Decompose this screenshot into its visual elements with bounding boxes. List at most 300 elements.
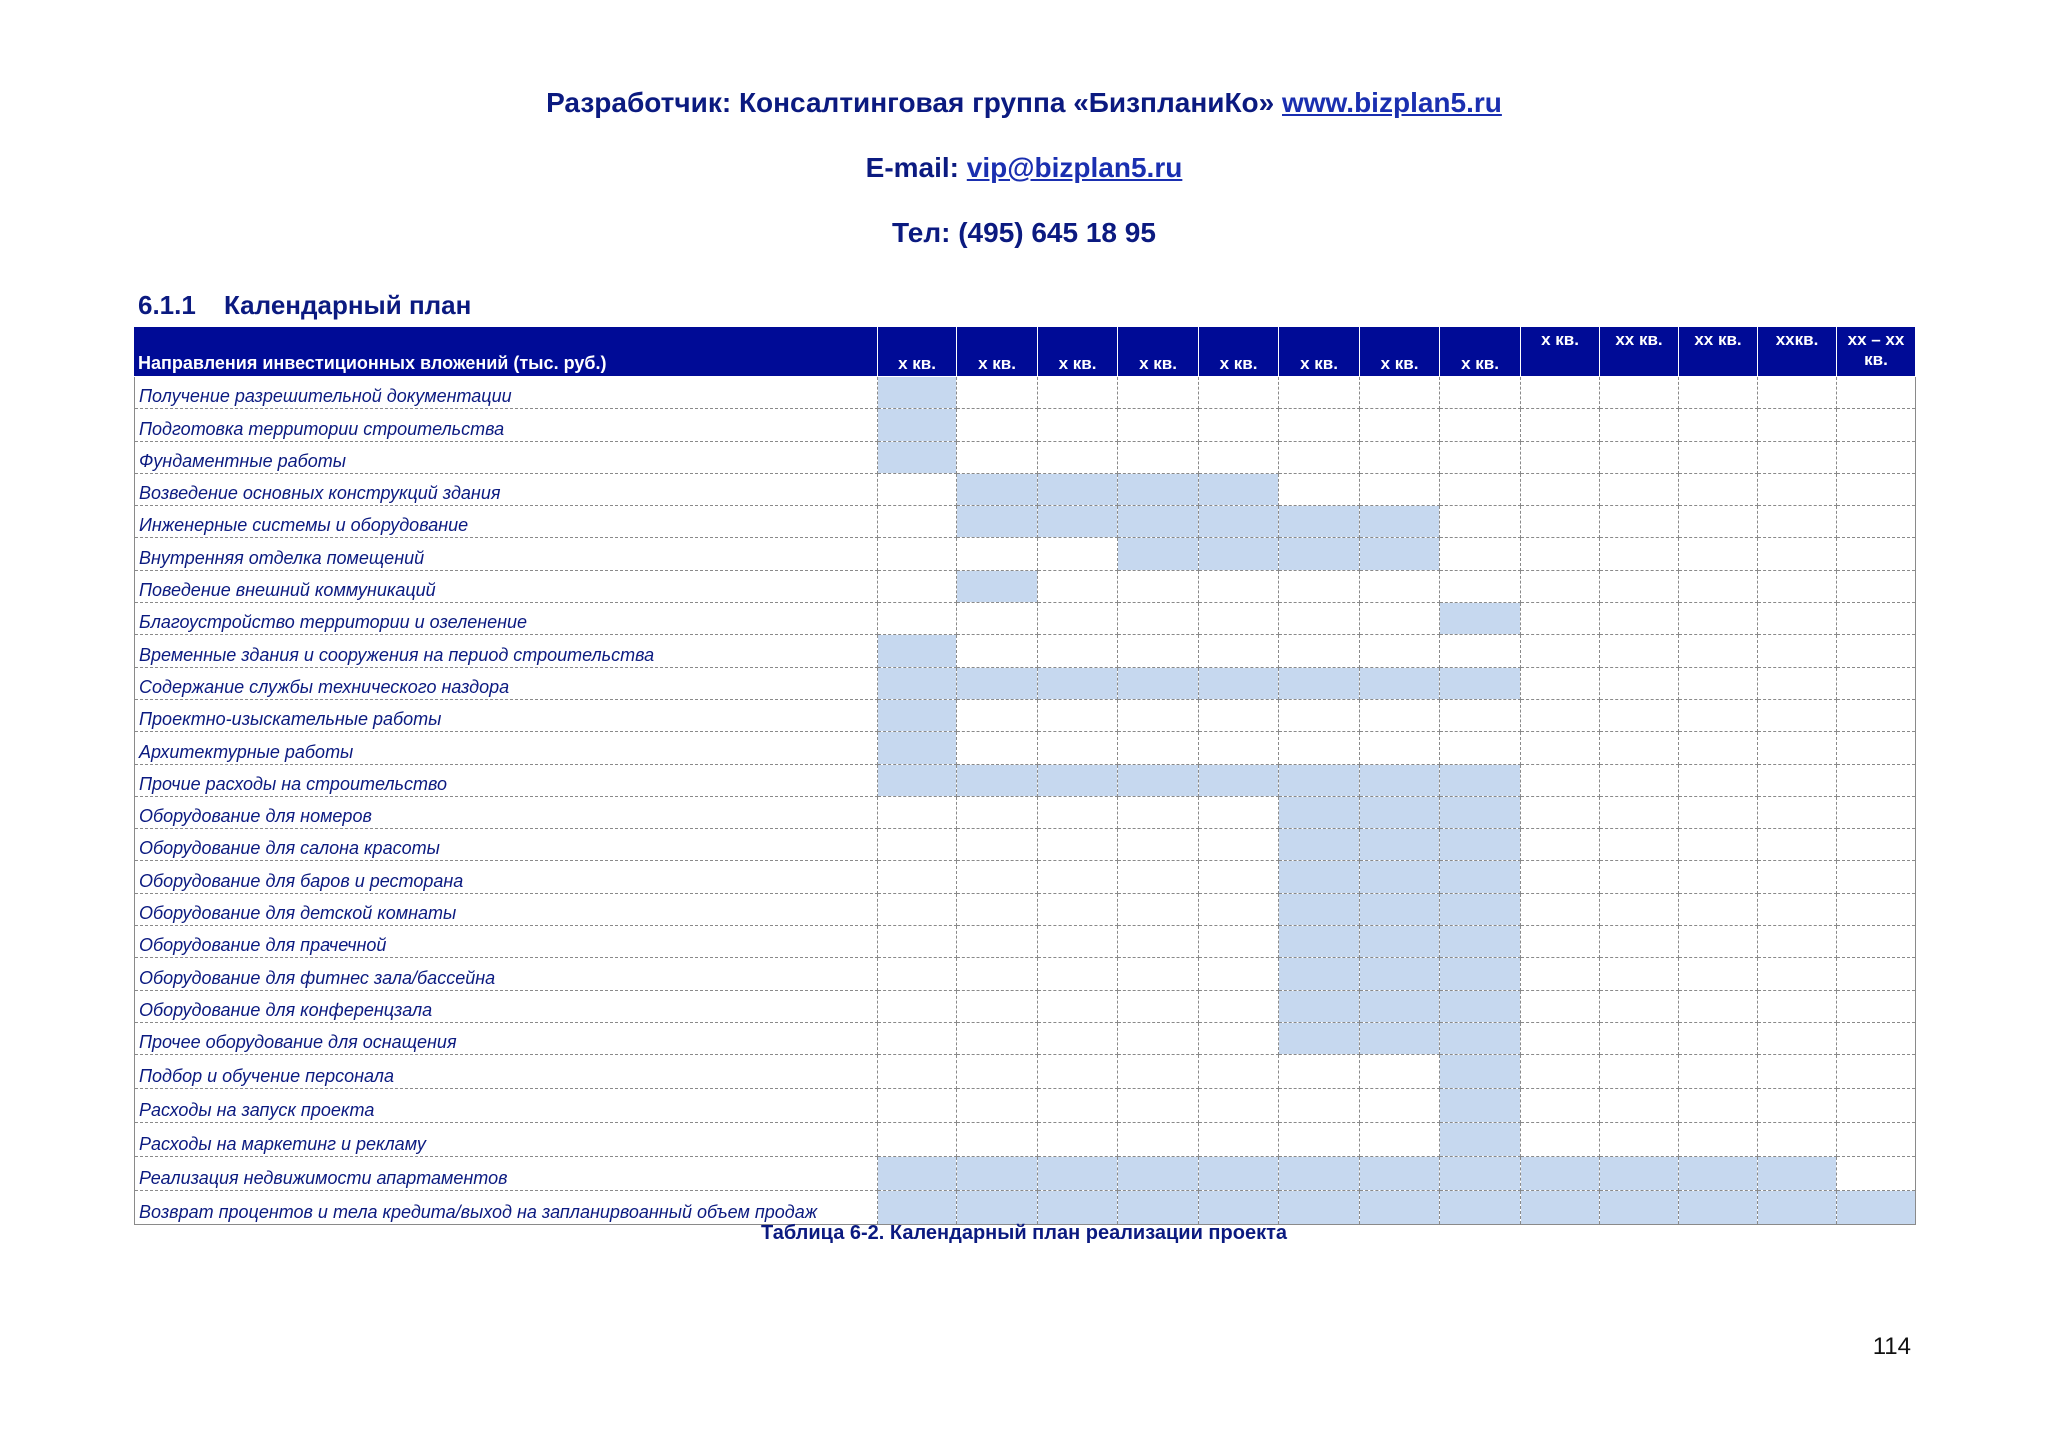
schedule-cell-active — [1679, 1157, 1758, 1191]
schedule-cell — [1038, 990, 1118, 1022]
schedule-cell — [1038, 861, 1118, 893]
schedule-cell — [1600, 506, 1679, 538]
schedule-cell — [1600, 861, 1679, 893]
schedule-cell — [1440, 538, 1521, 570]
schedule-cell — [1758, 893, 1837, 925]
table-row — [135, 635, 1916, 667]
schedule-cell — [1199, 1055, 1279, 1089]
schedule-cell — [1758, 441, 1837, 473]
schedule-cell-active — [878, 667, 957, 699]
schedule-cell — [1679, 926, 1758, 958]
email-link[interactable]: vip@bizplan5.ru — [966, 152, 1183, 183]
schedule-cell — [1600, 1022, 1679, 1054]
direction-header: Направления инвестиционных вложений (тыс. руб.) — [135, 328, 878, 377]
schedule-cell-active — [1118, 667, 1199, 699]
schedule-cell — [878, 506, 957, 538]
schedule-cell — [1199, 570, 1279, 602]
schedule-cell — [1758, 958, 1837, 990]
email-line — [0, 151, 2048, 185]
schedule-cell — [1758, 1123, 1837, 1157]
schedule-cell — [1199, 861, 1279, 893]
schedule-cell — [1600, 667, 1679, 699]
schedule-cell-active — [1440, 958, 1521, 990]
schedule-cell — [1038, 377, 1118, 409]
schedule-cell — [1679, 829, 1758, 861]
schedule-cell — [1118, 732, 1199, 764]
table-row — [135, 861, 1916, 893]
schedule-cell-active — [957, 473, 1038, 505]
quarter-header: хх – хх кв. — [1837, 328, 1916, 377]
schedule-cell — [1521, 409, 1600, 441]
schedule-cell — [1279, 570, 1360, 602]
schedule-cell — [1837, 926, 1916, 958]
quarter-header: х кв. — [1521, 328, 1600, 377]
schedule-cell — [1279, 732, 1360, 764]
quarter-header: хх кв. — [1600, 328, 1679, 377]
table-header-row — [135, 328, 1916, 377]
schedule-cell — [1837, 1055, 1916, 1089]
schedule-cell — [1758, 1055, 1837, 1089]
schedule-cell-active — [1360, 796, 1440, 828]
schedule-cell — [1038, 441, 1118, 473]
row-label: Проектно-изыскательные работы — [135, 699, 878, 731]
schedule-cell — [1521, 829, 1600, 861]
schedule-cell — [1600, 473, 1679, 505]
schedule-cell-active — [1440, 1055, 1521, 1089]
schedule-cell — [957, 926, 1038, 958]
schedule-cell — [1118, 926, 1199, 958]
schedule-cell-active — [1360, 506, 1440, 538]
schedule-cell — [957, 1123, 1038, 1157]
schedule-cell — [1521, 377, 1600, 409]
row-label: Расходы на запуск проекта — [135, 1089, 878, 1123]
row-label: Внутренняя отделка помещений — [135, 538, 878, 570]
schedule-cell — [957, 990, 1038, 1022]
schedule-cell-active — [1279, 538, 1360, 570]
schedule-cell — [1758, 990, 1837, 1022]
schedule-cell — [1600, 377, 1679, 409]
schedule-cell-active — [1038, 506, 1118, 538]
schedule-cell — [957, 603, 1038, 635]
schedule-cell — [1758, 473, 1837, 505]
schedule-cell-active — [1279, 764, 1360, 796]
quarter-header: х кв. — [1118, 328, 1199, 377]
schedule-cell — [1600, 732, 1679, 764]
schedule-cell — [1600, 635, 1679, 667]
schedule-cell-active — [1440, 1157, 1521, 1191]
quarter-header: х кв. — [1360, 328, 1440, 377]
schedule-cell-active — [1440, 1123, 1521, 1157]
schedule-cell — [1038, 829, 1118, 861]
schedule-cell — [1440, 377, 1521, 409]
schedule-cell-active — [1360, 990, 1440, 1022]
schedule-cell-active — [1118, 473, 1199, 505]
schedule-cell — [1837, 377, 1916, 409]
schedule-cell — [1199, 603, 1279, 635]
schedule-cell-active — [1279, 861, 1360, 893]
row-label: Архитектурные работы — [135, 732, 878, 764]
schedule-cell-active — [878, 377, 957, 409]
schedule-cell — [1679, 764, 1758, 796]
schedule-cell-active — [1118, 1157, 1199, 1191]
schedule-cell — [1758, 732, 1837, 764]
schedule-cell-active — [1360, 926, 1440, 958]
schedule-cell-active — [1279, 829, 1360, 861]
schedule-cell — [1440, 732, 1521, 764]
row-label: Прочие расходы на строительство — [135, 764, 878, 796]
schedule-cell — [1679, 603, 1758, 635]
schedule-cell — [1837, 570, 1916, 602]
schedule-cell — [1837, 1123, 1916, 1157]
schedule-cell — [1360, 409, 1440, 441]
schedule-cell-active — [1440, 796, 1521, 828]
section-title: Календарный план — [224, 290, 472, 320]
schedule-cell — [878, 990, 957, 1022]
table-row — [135, 1123, 1916, 1157]
schedule-cell — [1199, 926, 1279, 958]
table-row — [135, 699, 1916, 731]
schedule-cell — [1038, 1123, 1118, 1157]
schedule-cell — [1679, 990, 1758, 1022]
phone-text: Тел: (495) 645 18 95 — [892, 217, 1156, 248]
row-label: Реализация недвижимости апартаментов — [135, 1157, 878, 1191]
schedule-cell — [1199, 377, 1279, 409]
schedule-cell — [1118, 893, 1199, 925]
row-label: Подготовка территории строительства — [135, 409, 878, 441]
schedule-cell-active — [957, 764, 1038, 796]
schedule-cell-active — [1279, 1191, 1360, 1225]
schedule-cell — [1758, 538, 1837, 570]
schedule-cell — [1360, 1089, 1440, 1123]
developer-text: Разработчик: Консалтинговая группа «БизпланиКо» — [546, 87, 1282, 118]
schedule-cell — [878, 1055, 957, 1089]
schedule-cell — [1440, 699, 1521, 731]
schedule-cell — [1279, 409, 1360, 441]
schedule-cell-active — [1440, 764, 1521, 796]
row-label: Оборудование для фитнес зала/бассейна — [135, 958, 878, 990]
row-label: Расходы на маркетинг и рекламу — [135, 1123, 878, 1157]
schedule-cell-active — [1038, 473, 1118, 505]
schedule-cell — [1118, 1089, 1199, 1123]
row-label: Оборудование для баров и ресторана — [135, 861, 878, 893]
table-row — [135, 990, 1916, 1022]
schedule-cell — [1837, 893, 1916, 925]
row-label: Возведение основных конструкций здания — [135, 473, 878, 505]
schedule-cell — [1360, 603, 1440, 635]
schedule-cell-active — [1199, 1157, 1279, 1191]
quarter-header: х кв. — [957, 328, 1038, 377]
schedule-cell-active — [1038, 1191, 1118, 1225]
schedule-cell — [1038, 699, 1118, 731]
schedule-cell — [878, 958, 957, 990]
table-row — [135, 732, 1916, 764]
schedule-cell — [1199, 958, 1279, 990]
schedule-cell-active — [878, 635, 957, 667]
table-row — [135, 764, 1916, 796]
table-row — [135, 667, 1916, 699]
schedule-cell — [1679, 732, 1758, 764]
schedule-cell-active — [878, 699, 957, 731]
schedule-cell — [878, 473, 957, 505]
schedule-cell — [1521, 667, 1600, 699]
schedule-cell — [878, 926, 957, 958]
schedule-cell — [1279, 603, 1360, 635]
schedule-cell — [1038, 893, 1118, 925]
schedule-cell-active — [1360, 1191, 1440, 1225]
schedule-cell — [1118, 990, 1199, 1022]
schedule-cell — [1199, 1123, 1279, 1157]
schedule-cell — [1521, 893, 1600, 925]
schedule-cell — [878, 1089, 957, 1123]
schedule-cell — [957, 635, 1038, 667]
schedule-cell-active — [878, 441, 957, 473]
row-label: Прочее оборудование для оснащения — [135, 1022, 878, 1054]
schedule-cell — [1679, 796, 1758, 828]
schedule-cell-active — [1118, 538, 1199, 570]
schedule-cell — [1118, 1055, 1199, 1089]
schedule-cell — [1600, 441, 1679, 473]
schedule-cell — [1679, 1089, 1758, 1123]
schedule-cell — [1118, 603, 1199, 635]
schedule-cell — [1440, 441, 1521, 473]
schedule-cell-active — [1279, 893, 1360, 925]
schedule-cell — [1521, 441, 1600, 473]
schedule-cell-active — [878, 764, 957, 796]
schedule-cell — [1199, 1022, 1279, 1054]
schedule-cell — [1199, 893, 1279, 925]
schedule-cell — [1118, 570, 1199, 602]
schedule-cell — [878, 861, 957, 893]
schedule-cell — [1118, 796, 1199, 828]
schedule-cell-active — [1360, 893, 1440, 925]
schedule-cell — [1118, 377, 1199, 409]
schedule-cell — [1118, 861, 1199, 893]
schedule-cell — [1360, 473, 1440, 505]
schedule-cell — [1360, 699, 1440, 731]
table-row — [135, 1022, 1916, 1054]
schedule-cell — [1758, 1022, 1837, 1054]
schedule-cell-active — [1440, 990, 1521, 1022]
schedule-cell — [1600, 796, 1679, 828]
schedule-cell — [1199, 441, 1279, 473]
section-number: 6.1.1 — [138, 290, 196, 320]
row-label: Оборудование для прачечной — [135, 926, 878, 958]
schedule-cell — [1118, 635, 1199, 667]
schedule-cell — [1758, 861, 1837, 893]
schedule-cell-active — [1440, 1089, 1521, 1123]
schedule-cell — [1679, 635, 1758, 667]
schedule-cell — [1837, 699, 1916, 731]
schedule-cell — [1440, 570, 1521, 602]
schedule-cell — [1038, 1022, 1118, 1054]
schedule-cell — [1679, 377, 1758, 409]
schedule-cell — [1521, 570, 1600, 602]
schedule-cell — [1679, 958, 1758, 990]
schedule-cell — [957, 958, 1038, 990]
schedule-cell — [1837, 958, 1916, 990]
schedule-cell-active — [1360, 667, 1440, 699]
table-row — [135, 829, 1916, 861]
row-label: Оборудование для салона красоты — [135, 829, 878, 861]
schedule-cell — [1600, 699, 1679, 731]
quarter-header: х кв. — [1038, 328, 1118, 377]
schedule-cell — [1600, 409, 1679, 441]
schedule-cell — [1199, 732, 1279, 764]
schedule-cell — [1199, 796, 1279, 828]
schedule-cell — [878, 603, 957, 635]
table-caption: Таблица 6-2. Календарный план реализации проекта — [760, 1222, 1287, 1244]
schedule-cell — [1038, 926, 1118, 958]
schedule-cell-active — [1279, 506, 1360, 538]
table-row — [135, 377, 1916, 409]
schedule-cell — [1837, 1157, 1916, 1191]
schedule-cell — [1038, 732, 1118, 764]
schedule-cell — [1118, 1123, 1199, 1157]
schedule-cell — [1118, 699, 1199, 731]
schedule-cell — [1038, 570, 1118, 602]
schedule-cell — [878, 570, 957, 602]
schedule-cell — [878, 1022, 957, 1054]
schedule-cell — [1199, 990, 1279, 1022]
schedule-cell — [1118, 441, 1199, 473]
schedule-cell — [1521, 699, 1600, 731]
schedule-cell — [1758, 635, 1837, 667]
schedule-cell — [1038, 958, 1118, 990]
schedule-cell — [1440, 635, 1521, 667]
schedule-cell-active — [1118, 764, 1199, 796]
schedule-cell — [1600, 1055, 1679, 1089]
schedule-cell-active — [1360, 1157, 1440, 1191]
schedule-cell — [1118, 409, 1199, 441]
schedule-cell-active — [1440, 667, 1521, 699]
schedule-cell-active — [1360, 861, 1440, 893]
schedule-cell — [1837, 764, 1916, 796]
schedule-cell — [957, 377, 1038, 409]
schedule-cell — [1679, 473, 1758, 505]
schedule-cell — [1837, 667, 1916, 699]
schedule-cell-active — [1440, 603, 1521, 635]
schedule-cell-active — [1440, 893, 1521, 925]
schedule-cell — [1521, 1123, 1600, 1157]
schedule-cell — [1038, 1055, 1118, 1089]
schedule-cell — [1837, 990, 1916, 1022]
website-link[interactable]: www.bizplan5.ru — [1282, 87, 1502, 118]
quarter-header: х кв. — [1199, 328, 1279, 377]
schedule-cell — [1360, 732, 1440, 764]
row-label: Содержание службы технического наздора — [135, 667, 878, 699]
schedule-cell — [1758, 506, 1837, 538]
schedule-cell-active — [1279, 1157, 1360, 1191]
schedule-cell — [1038, 409, 1118, 441]
developer-line — [0, 86, 2048, 120]
table-row — [135, 926, 1916, 958]
schedule-cell — [1600, 570, 1679, 602]
schedule-cell — [1521, 926, 1600, 958]
schedule-cell — [1679, 667, 1758, 699]
schedule-cell — [1600, 1089, 1679, 1123]
schedule-cell — [878, 796, 957, 828]
schedule-cell — [1600, 603, 1679, 635]
schedule-cell — [1679, 506, 1758, 538]
schedule-cell — [957, 1055, 1038, 1089]
schedule-cell — [1521, 990, 1600, 1022]
schedule-cell — [1521, 958, 1600, 990]
schedule-cell — [1837, 796, 1916, 828]
table-row — [135, 1191, 1916, 1225]
schedule-cell-active — [1279, 958, 1360, 990]
schedule-cell — [1837, 538, 1916, 570]
quarter-header: х кв. — [878, 328, 957, 377]
schedule-cell — [957, 861, 1038, 893]
schedule-cell — [1679, 570, 1758, 602]
schedule-cell-active — [1038, 667, 1118, 699]
table-row — [135, 958, 1916, 990]
schedule-cell — [1118, 829, 1199, 861]
table-row — [135, 506, 1916, 538]
schedule-cell — [957, 732, 1038, 764]
row-label: Подбор и обучение персонала — [135, 1055, 878, 1089]
schedule-cell-active — [957, 667, 1038, 699]
schedule-cell — [1360, 1123, 1440, 1157]
schedule-cell — [1837, 732, 1916, 764]
schedule-cell — [1360, 635, 1440, 667]
schedule-cell — [1679, 893, 1758, 925]
schedule-cell — [1600, 538, 1679, 570]
schedule-cell — [1679, 1123, 1758, 1157]
schedule-cell — [957, 409, 1038, 441]
email-label: E-mail: — [865, 152, 967, 183]
schedule-cell — [1837, 861, 1916, 893]
table-row — [135, 473, 1916, 505]
page-number: 114 — [1872, 1333, 1911, 1360]
schedule-cell — [1199, 829, 1279, 861]
schedule-cell-active — [957, 1157, 1038, 1191]
schedule-cell-active — [1279, 926, 1360, 958]
schedule-cell — [1758, 829, 1837, 861]
phone-line — [0, 216, 2048, 250]
schedule-cell-active — [1440, 1191, 1521, 1225]
schedule-cell — [1360, 1055, 1440, 1089]
schedule-cell — [1360, 570, 1440, 602]
schedule-cell — [1600, 893, 1679, 925]
row-label: Возврат процентов и тела кредита/выход на запланирвоанный объем продаж — [135, 1191, 878, 1225]
schedule-cell — [1600, 926, 1679, 958]
row-label: Поведение внешний коммуникаций — [135, 570, 878, 602]
schedule-cell — [878, 538, 957, 570]
schedule-cell — [1600, 990, 1679, 1022]
schedule-cell-active — [1440, 829, 1521, 861]
row-label: Инженерные системы и оборудование — [135, 506, 878, 538]
schedule-cell — [1038, 635, 1118, 667]
schedule-cell — [1199, 409, 1279, 441]
schedule-cell-active — [1600, 1191, 1679, 1225]
schedule-cell-active — [1118, 506, 1199, 538]
schedule-cell — [957, 829, 1038, 861]
table-row — [135, 1089, 1916, 1123]
schedule-cell — [1038, 796, 1118, 828]
schedule-cell — [1679, 1022, 1758, 1054]
schedule-cell — [1600, 958, 1679, 990]
schedule-cell — [1279, 473, 1360, 505]
quarter-header: х кв. — [1279, 328, 1360, 377]
schedule-cell — [1758, 699, 1837, 731]
schedule-cell — [1440, 506, 1521, 538]
schedule-cell — [1758, 409, 1837, 441]
schedule-cell — [957, 1089, 1038, 1123]
schedule-cell — [957, 893, 1038, 925]
schedule-cell — [1521, 538, 1600, 570]
table-row — [135, 441, 1916, 473]
